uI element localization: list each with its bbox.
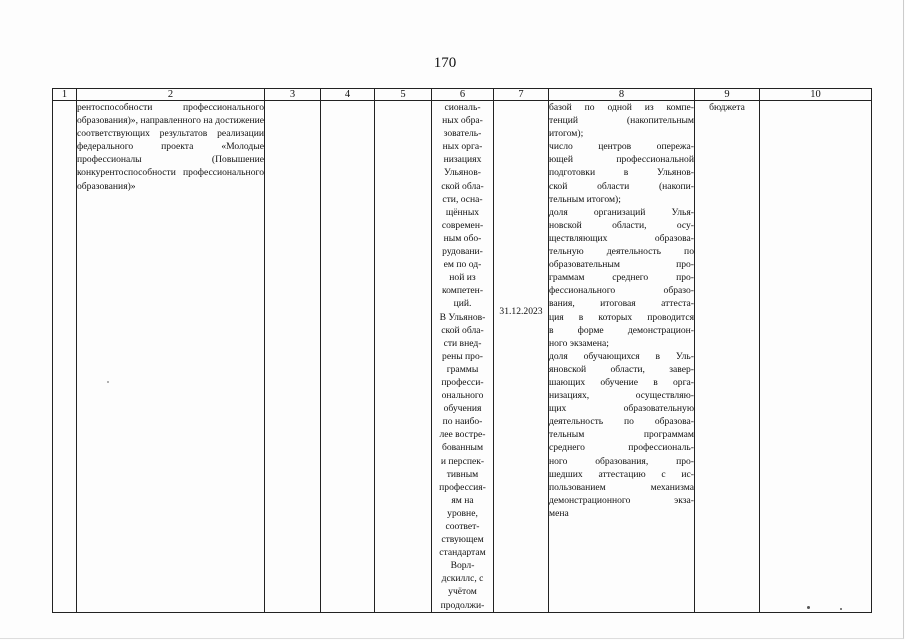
text-line: ного образования, про- [549,455,694,467]
text-line: обучения [443,403,482,415]
text-line: ствующем [441,534,484,546]
text-line: ных обра- [442,115,483,127]
text-line: ного экзамена; [549,337,609,349]
text-line: ций. [453,298,472,310]
text-line: соответ- [445,521,480,532]
table-row [53,101,872,613]
col-header-1: 1 [53,89,77,101]
text-line: дскиллс, с [441,573,484,585]
text-line: професси- [441,376,484,388]
text-line: рены про- [442,350,483,362]
text-line: ществляющих образова- [549,232,694,244]
text-line: рудовани- [442,246,483,258]
indicator-lines [549,101,694,520]
text-line: Ульянов- [444,167,481,179]
text-line: граммам среднего про- [549,272,694,284]
text-line: яновской области, завер- [549,363,694,375]
text-line: современ- [441,219,484,231]
text-line: по наибо- [442,416,483,428]
text-line: лее востре- [439,429,486,441]
text-line: сти внед- [443,337,482,349]
col-header-4: 4 [321,89,375,101]
text-line: щённых [445,206,480,218]
text-line: уровне, [447,507,478,519]
deadline-date: 31.12.2023 [499,306,543,317]
col-header-2: 2 [77,89,265,101]
col-header-7: 7 [494,89,549,101]
col-header-6: 6 [432,89,494,101]
text-line: мена [549,507,569,519]
text-line: низациях, осуществляю- [549,390,694,402]
text-line: тельным итогом); [549,193,621,205]
scan-speck [840,608,842,610]
program-table [52,88,872,613]
cell-funding-source: бюджета [695,101,760,613]
text-line: образовательным про- [549,259,694,271]
text-line: ской обла- [441,180,484,192]
text-line: тельную деятельность по [549,246,694,258]
cell-indicators [549,101,695,613]
text-line: доля обучающихся в Уль- [549,350,694,362]
text-line: сти, осна- [442,193,483,205]
text-line: компетен- [441,285,484,297]
text-line: деятельность по образова- [549,416,694,428]
col-header-3: 3 [265,89,321,101]
text-line: В Ульянов- [439,311,486,323]
text-line: базой по одной из компе- [549,102,694,113]
text-line: ным обо- [443,232,482,244]
cell-col-1 [53,101,77,613]
scan-speck [807,606,810,609]
text-line: в форме демонстрацион- [549,324,694,336]
text-line: продолжи- [440,599,485,611]
text-line: демонстрационного экза- [549,494,694,506]
text-line: профессия- [439,481,486,493]
text-line: и перспек- [440,455,485,467]
text-line: шедших аттестацию с ис- [549,468,694,480]
text-line: ям на [451,494,474,506]
text-line: тельным программам [549,429,694,441]
text-line: зователь- [443,128,482,140]
cell-deadline [494,101,549,613]
text-line: ской обла- [441,324,484,336]
cell-expected-result [432,101,494,613]
text-line: ция в которых проводится [549,311,694,323]
text-line: онального [441,390,484,402]
cell-col-10 [760,101,872,613]
cell-event-description: рентоспособности профессионального образования)», направленного на достижение соответствующих результатов реализации федерального проекта «Молодые профессионалы (Повышение конкурентоспособности профессионального образования)» [77,101,265,613]
cell-col-4 [321,101,375,613]
text-line: тивным [446,468,479,480]
text-line: тенций (накопительным [549,115,694,127]
text-line: новской области, осу- [549,219,694,231]
text-line: ем по од- [443,259,482,271]
text-line: стандартам [439,547,486,559]
text-line: пользованием механизма [549,481,694,493]
page-number: 170 [433,55,457,71]
text-line: сиональ- [444,102,481,113]
text-line: ской области (накопи- [549,180,694,192]
text-line: граммы [446,363,479,375]
col-header-5: 5 [375,89,432,101]
cell-col-3 [265,101,321,613]
text-line: итогом); [549,128,584,140]
text-line: подготовки в Ульянов- [549,167,694,179]
col-header-10: 10 [760,89,872,101]
text-line: число центров опережа- [549,141,694,153]
text-line: ющей профессиональной [549,154,694,166]
text-line: учётом [448,586,477,598]
cell-col-5 [375,101,432,613]
text-line: Ворл- [450,560,475,572]
text-line: фессионального образо- [549,285,694,297]
scan-speck [107,381,109,383]
col-header-8: 8 [549,89,695,101]
expected-result-lines [432,101,493,612]
text-line: низациях [443,154,482,166]
text-line: шающих обучение в орга- [549,376,694,388]
text-line: доля организаций Улья- [549,206,694,218]
text-line: вания, итоговая аттеста- [549,298,694,310]
text-line: среднего профессиональ- [549,442,694,454]
col-header-9: 9 [695,89,760,101]
text-line: щих образовательную [549,403,694,415]
text-line: ных орга- [442,141,483,153]
header-row [53,89,872,101]
text-line: бованным [441,442,484,454]
text-line: ной из [449,272,476,284]
